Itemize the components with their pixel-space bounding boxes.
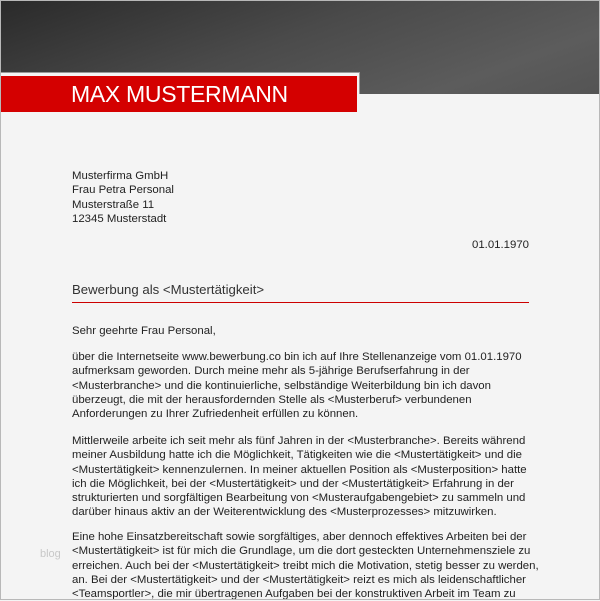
text-line: <Mustertätigkeit> ist für mich die Grundlage, um die dort gesteckten Unternehmensziele zu (72, 545, 531, 558)
text-line: strukturierten und sorgfältigen Bearbeitung von <Musteraufgabengebiet> zu sammeln und (72, 492, 526, 505)
text-line: Anforderungen zu Ihrer Zufriedenheit erfüllen zu können. (72, 408, 359, 421)
letter-date: 01.01.1970 (471, 239, 529, 251)
address-line: Musterstraße 11 (72, 198, 155, 211)
subject-line: Bewerbung als <Mustertätigkeit> (72, 282, 265, 297)
paragraph-3 (72, 530, 539, 601)
address-line: Musterfirma GmbH (72, 170, 169, 182)
recipient-address (72, 169, 174, 226)
text-line: Mittlerweile arbeite ich seit mehr als fünf Jahren in der <Musterbranche>. Bereits während (72, 435, 526, 447)
watermark: blog (40, 548, 61, 560)
text-line: <Mustertätigkeit> kennenzulernen. In meiner aktuellen Position als <Musterposition> hatte (72, 463, 527, 476)
address-line: 12345 Musterstadt (72, 212, 167, 225)
text-line: über die Internetseite www.bewerbung.co bin ich auf Ihre Stellenanzeige vom 01.01.1970 (72, 351, 522, 363)
applicant-name: MAX MUSTERMANN (71, 81, 288, 107)
text-line: darüber hinaus aktiv an der Weiterentwicklung des <Musterprozesses> mitzuwirken. (72, 506, 497, 519)
text-line: überzeugt, die mit der herausfordernden Stelle als <Musterberuf> verbundenen (72, 393, 472, 406)
text-line: <Musterbranche> und die kontinuierliche, selbständige Weiterbildung bin ich davon (72, 379, 491, 392)
text-line: an. Bei der <Mustertätigkeit> und der <Mustertätigkeit> reizt es mich als leidenschaftlicher (72, 573, 526, 586)
paragraph-2 (72, 434, 527, 520)
text-line: erreichen. Auch bei der <Mustertätigkeit> treibt mich die Motivation, stetig besser zu werden, (72, 559, 539, 572)
text-line: aufmerksam geworden. Durch meine mehr als 5-jährige Berufserfahrung in der (72, 365, 470, 378)
address-line: Frau Petra Personal (72, 184, 174, 197)
text-line: ich die Möglichkeit, bei der <Mustertätigkeit> und der <Mustertätigkeit> Erfahrung in der (72, 477, 514, 490)
text-line: meiner Ausbildung hatte ich die Möglichkeit, Tätigkeiten wie die <Mustertätigkeit> und die (72, 449, 522, 462)
paragraph-1 (72, 350, 522, 421)
text-line: <Teamsportler>, die mir übertragenen Aufgaben bei der konstruktiven Arbeit im Team zu (72, 588, 516, 601)
subject-divider (72, 302, 529, 303)
text-line: Eine hohe Einsatzbereitschaft sowie sorgfältiges, aber dennoch effektives Arbeiten bei der (72, 531, 527, 543)
salutation: Sehr geehrte Frau Personal, (72, 325, 216, 337)
